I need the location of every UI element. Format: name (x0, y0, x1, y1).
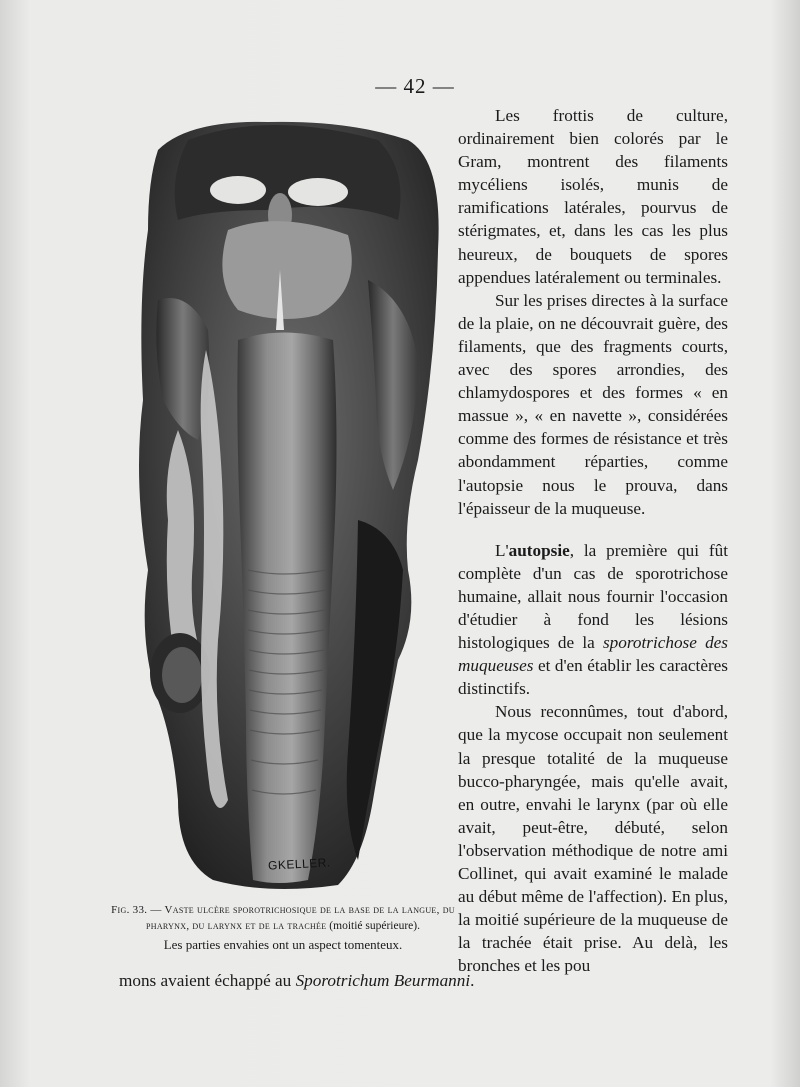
artist-signature: GKELLER. (267, 855, 332, 873)
paragraph-2: Sur les prises directes à la surface de la plaie, on ne découvrait guère, des filaments, que des fragments courts, avec des spores arrondies, des chlamydospores et des formes « en massue », « en navette », considérées comme des formes de résistance et très abondamment réparties, comme l'autopsie nous le prouva, dans l'épaisseur de la muqueuse. (458, 290, 728, 518)
final-line (119, 969, 729, 992)
p3-italic-term: sporotrichose des muqueuses (458, 633, 728, 676)
paragraph-3 (458, 539, 728, 701)
caption-title: Vaste ulcère sporotrichosique de la base de la langue, du pharynx, du larynx et de la trachée (146, 904, 455, 932)
p3-bold-term: autopsie (508, 540, 570, 560)
text-column (458, 104, 728, 977)
final-line-a: mons avaient échappé au (119, 971, 296, 990)
final-line-italic: Sporotrichum Beurmanni (295, 971, 471, 990)
p3-lead: L' (495, 540, 509, 560)
p3-text-b: et d'en établir les caractères distinctifs. (458, 656, 728, 699)
paragraph-1: Les frottis de culture, ordinairement bien colorés par le Gram, montrent des filaments mycéliens isolés, munis de ramifications latérales, pourvus de stérigmates, et, dans les cas les plus heureux, de bouquets de spores appendues latéralement ou terminales. (458, 106, 728, 287)
larynx-trachea-drawing (118, 100, 448, 900)
p3-text-a: , la première qui fût complète d'un cas de sporotrichose humaine, allait nous fournir l'occasion d'étudier à fond les lésions histologiques de la (458, 540, 728, 653)
caption-prefix: Fig. 33. — (111, 904, 165, 916)
anatomical-illustration (118, 100, 448, 900)
paragraph-4: Nous reconnûmes, tout d'abord, que la mycose occupait non seulement la presque totalité de la muqueuse bucco-pharyngée, mais qu'elle avait, en outre, envahi le larynx (par où elle avait, peut-être, débuté, selon l'observation méthodique de notre ami Collinet, qui avait examiné le malade au début même de l'affection). En plus, la moitié supérieure de la muqueuse de la trachée était prise. Au delà, les bronches et les pou (458, 702, 728, 976)
figure-caption (108, 902, 458, 953)
final-line-b: . (470, 971, 475, 990)
caption-subtitle: Les parties envahies ont un aspect tomenteux. (163, 937, 403, 952)
page-number: — 42 — (375, 74, 455, 98)
caption-title-tail: (moitié supérieure). (326, 920, 420, 932)
